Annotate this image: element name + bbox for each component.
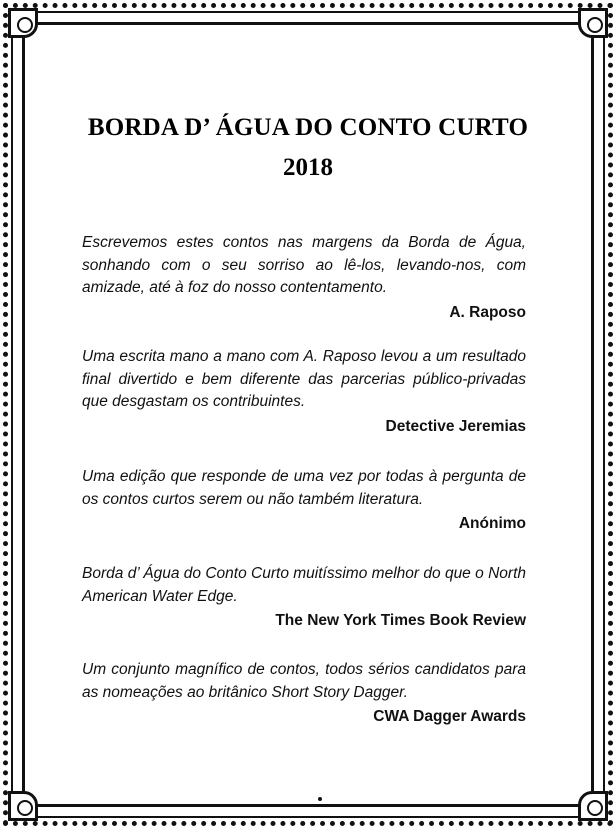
review-quote: Escrevemos estes contos nas margens da Borda de Água, sonhando com o seu sorriso ao lê-los, levando-nos, com amizade, até à foz do nosso contentamento. [82, 234, 526, 296]
review-quote: Uma escrita mano a mano com A. Raposo levou a um resultado final divertido e bem diferente das parcerias público-privadas que desgastam os contribuintes. [82, 348, 526, 410]
review-quote: Borda d’ Água do Conto Curto muitíssimo melhor do que o North American Water Edge. [82, 565, 526, 605]
document-title: BORDA D’ ÁGUA DO CONTO CURTO [87, 114, 529, 141]
review-author: A. Raposo [449, 303, 526, 321]
review-block [82, 659, 526, 727]
review-author: Detective Jeremias [385, 417, 526, 435]
corner-ornament-bottom-left [8, 791, 38, 821]
corner-ornament-bottom-right [578, 791, 608, 821]
corner-ornament-top-right [578, 8, 608, 38]
decorative-dot [318, 797, 322, 801]
corner-ornament-top-left [8, 8, 38, 38]
review-author: The New York Times Book Review [275, 612, 526, 629]
review-quote: Uma edição que responde de uma vez por todas à pergunta de os contos curtos serem ou não também literatura. [82, 468, 526, 508]
review-block [82, 563, 526, 631]
review-block [82, 346, 526, 437]
review-author: CWA Dagger Awards [373, 708, 526, 725]
document-year: 2018 [283, 154, 333, 181]
review-author: Anónimo [458, 515, 526, 532]
review-block [82, 232, 526, 323]
review-block [82, 466, 526, 534]
review-quote: Um conjunto magnífico de contos, todos sérios candidatos para as nomeações ao britânico Short Story Dagger. [82, 661, 526, 701]
